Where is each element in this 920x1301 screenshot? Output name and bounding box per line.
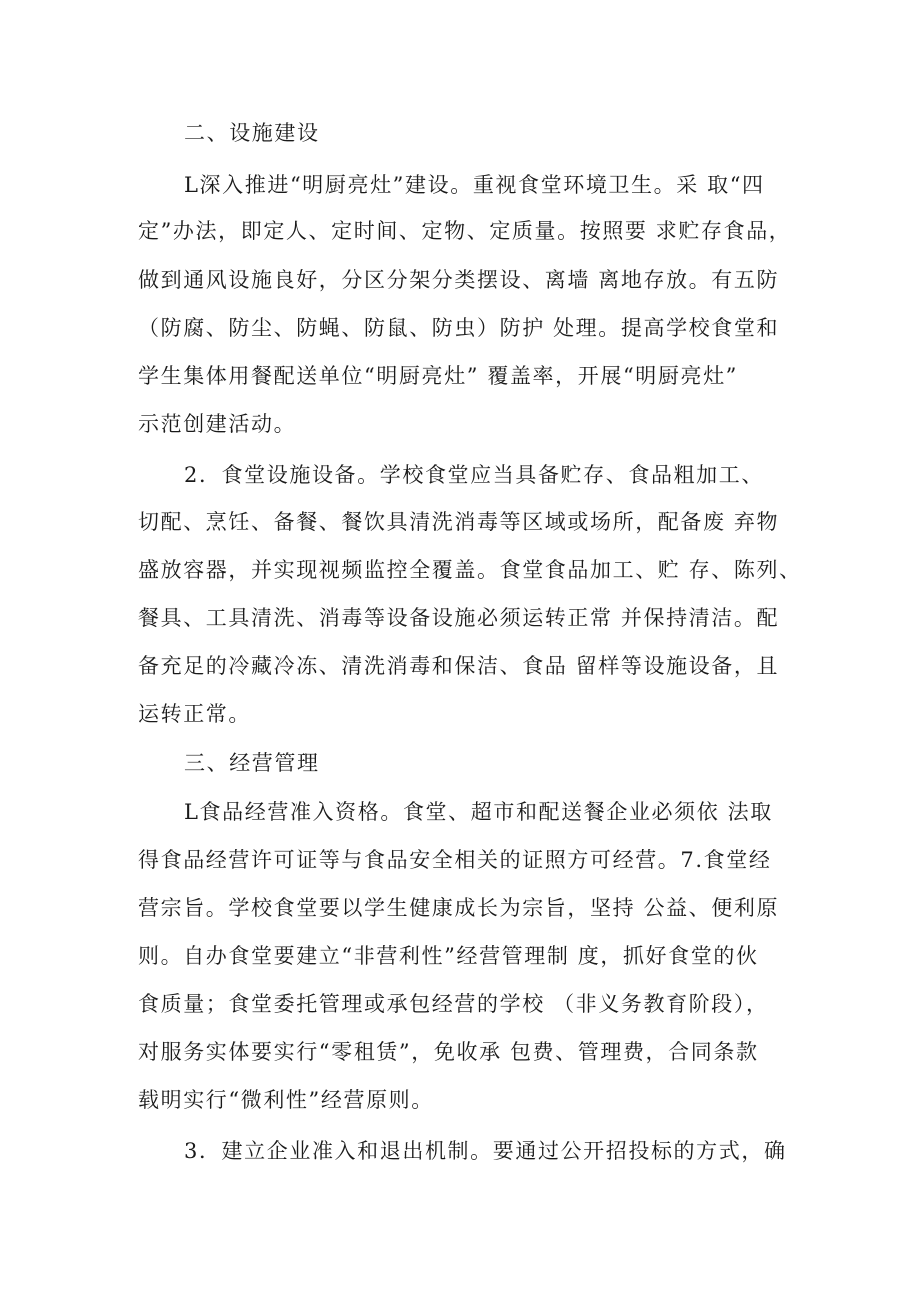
paragraph-line: 则。自办食堂要建立“非营利性”经营管理制 度，抓好食堂的伙 <box>138 944 759 968</box>
heading-operations: 三、经营管理 <box>184 751 320 775</box>
paragraph-line: 2．食堂设施设备。学校食堂应当具备贮存、食品粗加工、 <box>184 463 764 487</box>
paragraph-line: 定”办法，即定人、定时间、定物、定质量。按照要 求贮存食品， <box>138 219 792 243</box>
paragraph-line: 运转正常。 <box>138 702 251 726</box>
paragraph-line: 学生集体用餐配送单位“明厨亮灶” 覆盖率，开展“明厨亮灶” <box>138 364 739 388</box>
heading-facilities: 二、设施建设 <box>184 121 320 145</box>
paragraph-line: 载明实行“微利性”经营原则。 <box>138 1088 434 1112</box>
paragraph-line: L深入推进“明厨亮灶”建设。重视食堂环境卫生。采 取“四 <box>184 173 765 197</box>
paragraph-line: 营宗旨。学校食堂要以学生健康成长为宗旨，坚持 公益、便利原 <box>138 896 780 920</box>
paragraph-line: 得食品经营许可证等与食品安全相关的证照方可经营。7.食堂经 <box>138 848 772 872</box>
paragraph-line: 盛放容器，并实现视频监控全覆盖。食堂食品加工、贮 存、陈列、 <box>138 558 802 582</box>
paragraph-line: 3．建立企业准入和退出机制。要通过公开招投标的方式，确 <box>184 1139 787 1163</box>
paragraph-line: 食质量；食堂委托管理或承包经营的学校 （非义务教育阶段）， <box>138 992 769 1016</box>
paragraph-line: L食品经营准入资格。食堂、超市和配送餐企业必须依 法取 <box>184 800 773 824</box>
paragraph-line: 做到通风设施良好，分区分架分类摆设、离墙 离地存放。有五防 <box>138 268 780 292</box>
paragraph-line: 示范创建活动。 <box>138 412 297 436</box>
paragraph-line: 对服务实体要实行“零租赁”，免收承 包费、管理费，合同条款 <box>138 1040 759 1064</box>
paragraph-line: 餐具、工具清洗、消毒等设备设施必须运转正常 并保持清洁。配 <box>138 606 780 630</box>
paragraph-line: 备充足的冷藏冷冻、清洗消毒和保洁、食品 留样等设施设备，且 <box>138 654 780 678</box>
paragraph-line: （防腐、防尘、防蝇、防鼠、防虫）防护 处理。提高学校食堂和 <box>138 316 780 340</box>
paragraph-line: 切配、烹饪、备餐、餐饮具清洗消毒等区域或场所，配备废 弃物 <box>138 510 780 534</box>
